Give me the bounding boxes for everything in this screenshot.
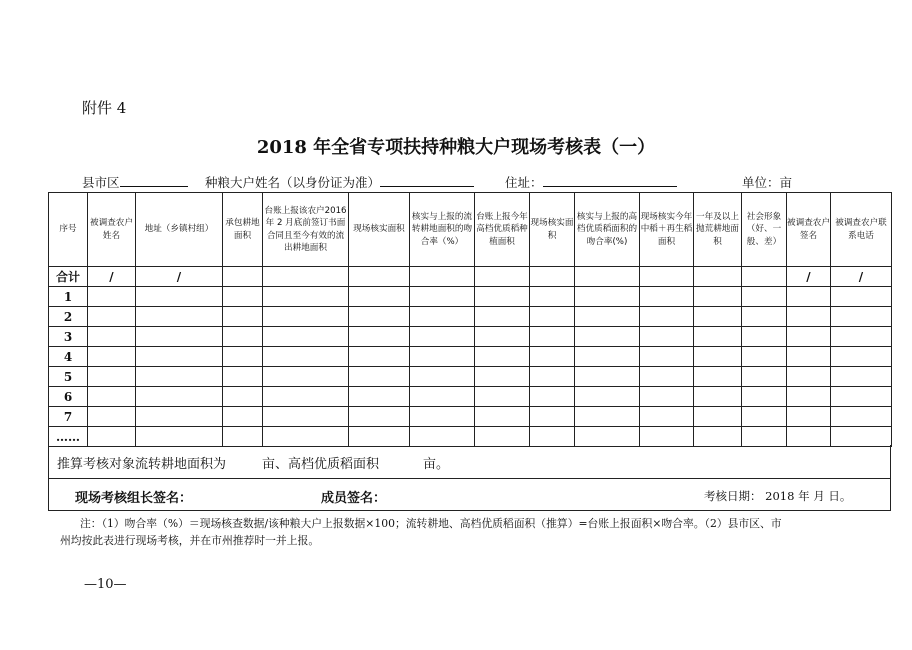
table-row [49, 347, 892, 367]
table-cell [136, 427, 223, 447]
table-cell [223, 367, 263, 387]
table-cell [787, 287, 831, 307]
col-header-farmer-phone: 被调查农户联系电话 [831, 193, 892, 267]
total-cell: / [831, 267, 892, 287]
header-row [49, 193, 892, 267]
table-cell [263, 427, 349, 447]
col-header-index: 序号 [49, 193, 88, 267]
table-cell [831, 307, 892, 327]
table-cell [263, 327, 349, 347]
table-cell [349, 327, 410, 347]
row-number: 7 [49, 407, 88, 427]
total-row [49, 267, 892, 287]
table-cell [410, 347, 475, 367]
table-cell [640, 307, 694, 327]
table-cell [223, 407, 263, 427]
row-number: …… [49, 427, 88, 447]
col-header-abandoned-area: 一年及以上抛荒耕地面积 [694, 193, 742, 267]
table-cell [742, 427, 787, 447]
table-cell [640, 327, 694, 347]
table-cell [831, 407, 892, 427]
table-cell [136, 407, 223, 427]
table-row [49, 287, 892, 307]
annex-label: 附件 4 [82, 99, 127, 117]
col-header-contract-area: 承包耕地面积 [223, 193, 263, 267]
table-row [49, 367, 892, 387]
total-cell [742, 267, 787, 287]
address-label: 住址： [505, 175, 543, 190]
total-cell [640, 267, 694, 287]
table-cell [263, 387, 349, 407]
footnote-line-2: 州均按此表进行现场考核，并在市州推荐时一并上报。 [60, 534, 320, 547]
summary-divider [49, 478, 890, 479]
assessment-date: 考核日期： 2018 年 月 日。 [704, 489, 852, 503]
table-cell [223, 287, 263, 307]
col-header-verified-area-2: 现场核实面积 [530, 193, 575, 267]
row-number: 4 [49, 347, 88, 367]
address-field [505, 173, 677, 191]
table-cell [575, 347, 640, 367]
table-cell [831, 427, 892, 447]
table-cell [575, 427, 640, 447]
table-cell [742, 347, 787, 367]
estimate-transfer-label: 推算考核对象流转耕地面积为 [57, 457, 227, 472]
table-cell [349, 387, 410, 407]
total-cell: / [136, 267, 223, 287]
table-cell [640, 347, 694, 367]
col-header-rice-match-rate: 核实与上报的高档优质稻面积的吻合率(%) [575, 193, 640, 267]
table-cell [410, 327, 475, 347]
table-cell [223, 427, 263, 447]
table-cell [88, 367, 136, 387]
table-cell [475, 367, 530, 387]
table-cell [88, 387, 136, 407]
table-cell [88, 287, 136, 307]
table-cell [475, 347, 530, 367]
estimate-rice-label: 亩、高档优质稻面积 [262, 457, 380, 472]
table-cell [263, 367, 349, 387]
table-row [49, 407, 892, 427]
page-title: 2018 年全省专项扶持种粮大户现场考核表（一） [256, 137, 656, 158]
farmer-name-label: 种粮大户姓名（以身份证为准） [205, 175, 381, 190]
table-cell [530, 407, 575, 427]
col-header-farmer-signature: 被调查农户签名 [787, 193, 831, 267]
col-header-verified-area-1: 现场核实面积 [349, 193, 410, 267]
table-cell [475, 327, 530, 347]
table-cell [530, 387, 575, 407]
table-cell [640, 287, 694, 307]
table-cell [410, 387, 475, 407]
farmer-field [205, 173, 474, 191]
table-cell [787, 427, 831, 447]
col-header-reported-rice-area: 台账上报今年高档优质稻种植面积 [475, 193, 530, 267]
table-cell [475, 307, 530, 327]
table-cell [640, 367, 694, 387]
county-label: 县市区 [82, 175, 120, 190]
table-cell [349, 307, 410, 327]
table-cell [136, 327, 223, 347]
farmer-name-blank [380, 174, 474, 187]
total-cell [575, 267, 640, 287]
table-cell [575, 407, 640, 427]
table-cell [694, 407, 742, 427]
total-cell [223, 267, 263, 287]
col-header-farmer-name: 被调查农户姓名 [88, 193, 136, 267]
table-cell [640, 387, 694, 407]
table-cell [694, 307, 742, 327]
table-cell [530, 327, 575, 347]
col-header-reported-transfer-area: 台账上报该农户2016 年 2 月底前签订书面合同且至今有效的流出耕地面积 [263, 193, 349, 267]
table-cell [694, 347, 742, 367]
table-cell [136, 347, 223, 367]
table-cell [575, 367, 640, 387]
table-cell [88, 307, 136, 327]
table-cell [640, 407, 694, 427]
total-cell [349, 267, 410, 287]
table-cell [136, 367, 223, 387]
row-number: 1 [49, 287, 88, 307]
address-blank [543, 174, 677, 187]
table-cell [742, 367, 787, 387]
table-cell [349, 347, 410, 367]
table-cell [349, 407, 410, 427]
table-cell [831, 387, 892, 407]
table-cell [530, 427, 575, 447]
table-cell [530, 287, 575, 307]
page-number: —10— [84, 577, 127, 592]
table-cell [136, 287, 223, 307]
table-cell [410, 407, 475, 427]
table-cell [88, 407, 136, 427]
table-cell [349, 427, 410, 447]
county-field [82, 173, 188, 191]
table-cell [263, 287, 349, 307]
row-number: 6 [49, 387, 88, 407]
table-cell [88, 427, 136, 447]
table-cell [787, 387, 831, 407]
table-cell [831, 347, 892, 367]
table-cell [742, 407, 787, 427]
table-cell [223, 327, 263, 347]
summary-box [48, 445, 891, 511]
table-cell [223, 307, 263, 327]
footnote [60, 515, 865, 549]
estimate-line [57, 453, 449, 472]
table-row [49, 427, 892, 447]
table-cell [410, 367, 475, 387]
unit-label: 单位：亩 [742, 175, 793, 190]
table-cell [787, 367, 831, 387]
leader-signature-label: 现场考核组长签名： [75, 491, 193, 506]
table-cell [475, 287, 530, 307]
table-cell [410, 287, 475, 307]
table-cell [831, 287, 892, 307]
table-cell [349, 367, 410, 387]
table-cell [694, 327, 742, 347]
table-cell [263, 407, 349, 427]
total-cell [475, 267, 530, 287]
table-cell [530, 367, 575, 387]
table-cell [787, 347, 831, 367]
table-row [49, 307, 892, 327]
table-cell [787, 307, 831, 327]
total-row-label: 合计 [49, 267, 88, 287]
table-cell [475, 427, 530, 447]
assessment-table [48, 192, 892, 447]
table-cell [263, 307, 349, 327]
total-cell [263, 267, 349, 287]
table-cell [223, 347, 263, 367]
table-cell [694, 367, 742, 387]
col-header-transfer-match-rate: 核实与上报的流转耕地面积的吻合率（%） [410, 193, 475, 267]
row-number: 2 [49, 307, 88, 327]
total-cell [410, 267, 475, 287]
table-cell [349, 287, 410, 307]
row-number: 3 [49, 327, 88, 347]
total-cell: / [787, 267, 831, 287]
table-cell [787, 327, 831, 347]
total-cell [530, 267, 575, 287]
table-row [49, 387, 892, 407]
table-cell [223, 387, 263, 407]
table-cell [475, 387, 530, 407]
table-cell [263, 347, 349, 367]
table-row [49, 327, 892, 347]
table-cell [831, 367, 892, 387]
table-cell [575, 387, 640, 407]
table-cell [530, 307, 575, 327]
col-header-verified-rice-area: 现场核实今年中稻＋再生稻面积 [640, 193, 694, 267]
table-cell [694, 387, 742, 407]
col-header-address: 地址（乡镇村组） [136, 193, 223, 267]
col-header-social-image: 社会形象（好、一般、差） [742, 193, 787, 267]
row-number: 5 [49, 367, 88, 387]
table-cell [787, 407, 831, 427]
table-cell [136, 387, 223, 407]
table-cell [694, 287, 742, 307]
total-cell [694, 267, 742, 287]
table-cell [575, 287, 640, 307]
table-cell [410, 427, 475, 447]
table-cell [136, 307, 223, 327]
member-signature-label: 成员签名： [321, 491, 387, 506]
table-cell [575, 327, 640, 347]
table-cell [88, 327, 136, 347]
table-cell [742, 287, 787, 307]
table-cell [694, 427, 742, 447]
county-blank [120, 174, 188, 187]
estimate-end: 亩。 [423, 457, 450, 472]
table-cell [742, 327, 787, 347]
table-cell [640, 427, 694, 447]
total-cell: / [88, 267, 136, 287]
table-cell [831, 327, 892, 347]
footnote-line-1: 注：（1）吻合率（%）＝现场核查数据/该种粮大户上报数据×100；流转耕地、高档优质稻面积（推算）=台账上报面积×吻合率。（2）县市区、市 [80, 517, 782, 530]
table-cell [475, 407, 530, 427]
table-cell [742, 387, 787, 407]
table-cell [742, 307, 787, 327]
table-cell [88, 347, 136, 367]
table-cell [530, 347, 575, 367]
table-cell [575, 307, 640, 327]
table-cell [410, 307, 475, 327]
